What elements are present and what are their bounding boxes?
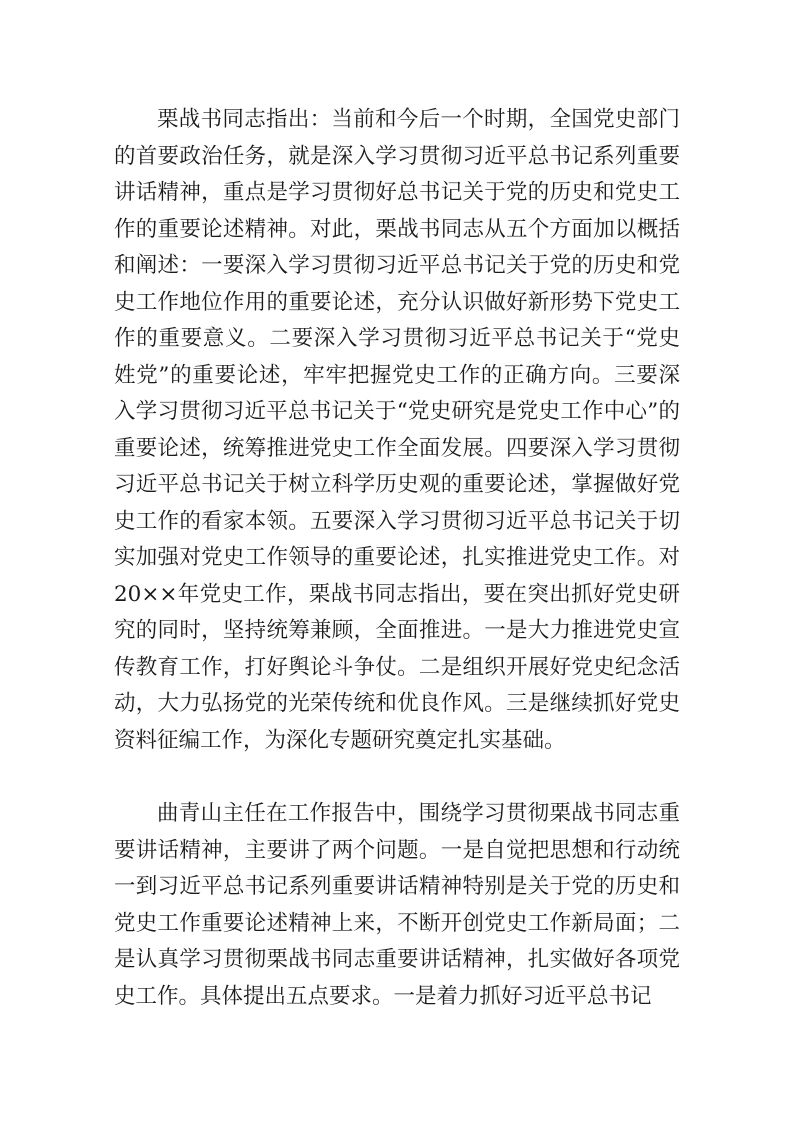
paragraph-1-block bbox=[114, 102, 680, 759]
paragraph-1: 栗战书同志指出：当前和今后一个时期，全国党史部门的首要政治任务，就是深入学习贯彻习近平总书记系列重要讲话精神，重点是学习贯彻好总书记关于党的历史和党史工作的重要论述精神。对此，栗战书同志从五个方面加以概括和阐述：一要深入学习贯彻习近平总书记关于党的历史和党史工作地位作用的重要论述，充分认识做好新形势下党史工作的重要意义。二要深入学习贯彻习近平总书记关于“党史姓党”的重要论述，牢牢把握党史工作的正确方向。三要深入学习贯彻习近平总书记关于“党史研究是党史工作中心”的重要论述，统筹推进党史工作全面发展。四要深入学习贯彻习近平总书记关于树立科学历史观的重要论述，掌握做好党史工作的看家本领。五要深入学习贯彻习近平总书记关于切实加强对党史工作领导的重要论述，扎实推进党史工作。对20××年党史工作，栗战书同志指出，要在突出抓好党史研究的同时，坚持统筹兼顾，全面推进。一是大力推进党史宣传教育工作，打好舆论斗争仗。二是组织开展好党史纪念活动，大力弘扬党的光荣传统和优良作风。三是继续抓好党史资料征编工作，为深化专题研究奠定扎实基础。 bbox=[114, 107, 680, 753]
paragraph-2-block bbox=[114, 796, 680, 1015]
paragraph-2: 曲青山主任在工作报告中，围绕学习贯彻栗战书同志重要讲话精神，主要讲了两个问题。一是自觉把思想和行动统一到习近平总书记系列重要讲话精神特别是关于党的历史和党史工作重要论述精神上来，不断开创党史工作新局面；二是认真学习贯彻栗战书同志重要讲话精神，扎实做好各项党史工作。具体提出五点要求。一是着力抓好习近平总书记 bbox=[114, 801, 680, 1009]
